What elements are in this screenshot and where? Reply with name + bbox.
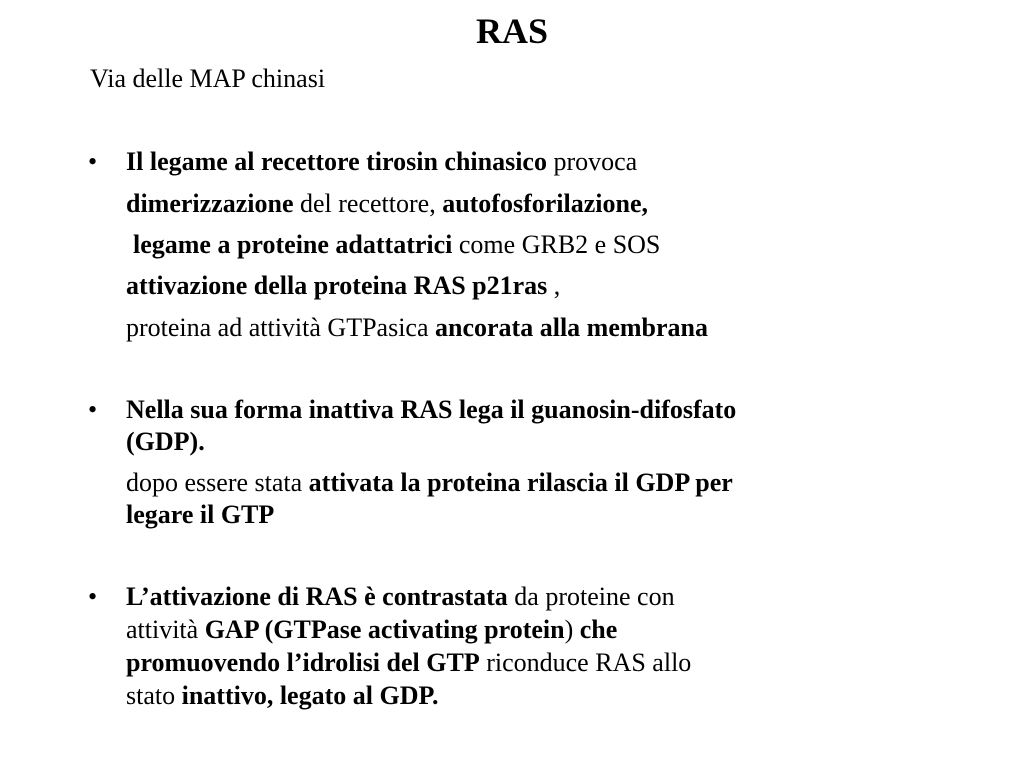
text-bold: che — [573, 615, 618, 644]
bullet-3-line-3 — [126, 647, 691, 679]
bullet-2-marker: • — [88, 395, 98, 424]
text: stato — [126, 681, 182, 710]
text-bold: inattivo, legato al GDP. — [181, 681, 439, 710]
text-bold: Nella sua forma inattiva RAS lega il guanosin-difosfato — [126, 395, 737, 424]
text-bold: attivazione della proteina RAS p21ras — [126, 271, 548, 300]
bullet-2-line-3 — [126, 467, 733, 499]
text: provoca — [546, 147, 638, 176]
bullet-1-line-1 — [126, 146, 637, 178]
text: da proteine con — [507, 582, 675, 611]
bullet-1-line-2 — [126, 188, 648, 220]
bullet-1-line-4 — [126, 270, 560, 302]
text: attività — [126, 615, 205, 644]
slide-subtitle: Via delle MAP chinasi — [90, 64, 326, 93]
text: riconduce RAS allo — [479, 648, 692, 677]
bullet-3-line-2 — [126, 614, 617, 646]
bullet-2-line-4 — [126, 499, 274, 531]
bullet-2-line-1 — [126, 394, 736, 426]
text-bold: ancorata alla membrana — [435, 313, 708, 342]
bullet-1-line-5 — [126, 312, 708, 344]
text-bold: L’attivazione di RAS è contrastata — [126, 582, 508, 611]
text: come GRB2 e SOS — [452, 230, 661, 259]
text-bold: dimerizzazione — [126, 189, 294, 218]
text-bold: legame a proteine adattatrici — [133, 230, 453, 259]
text: del recettore, — [293, 189, 443, 218]
text-bold: promuovendo l’idrolisi del GTP — [126, 648, 480, 677]
text: , — [547, 271, 561, 300]
text-bold: Il legame al recettore tirosin chinasico — [126, 147, 547, 176]
bullet-2-line-2 — [126, 426, 205, 458]
text-bold: (GDP). — [126, 427, 205, 456]
bullet-3-line-1 — [126, 581, 675, 613]
text-bold: legare il GTP — [126, 500, 275, 529]
text: dopo essere stata — [126, 468, 309, 497]
bullet-3-line-4 — [126, 680, 438, 712]
text-bold: GAP (GTPase activating protein — [204, 615, 565, 644]
text: proteina ad attività GTPasica — [126, 313, 436, 342]
bullet-1-line-3 — [133, 229, 660, 261]
bullet-3-marker: • — [88, 582, 98, 611]
text: ) — [564, 615, 574, 644]
text-bold: attivata la proteina rilascia il GDP per — [308, 468, 733, 497]
slide-title: RAS — [475, 11, 549, 51]
bullet-1-marker: • — [88, 147, 98, 176]
text-bold: autofosforilazione, — [442, 189, 648, 218]
